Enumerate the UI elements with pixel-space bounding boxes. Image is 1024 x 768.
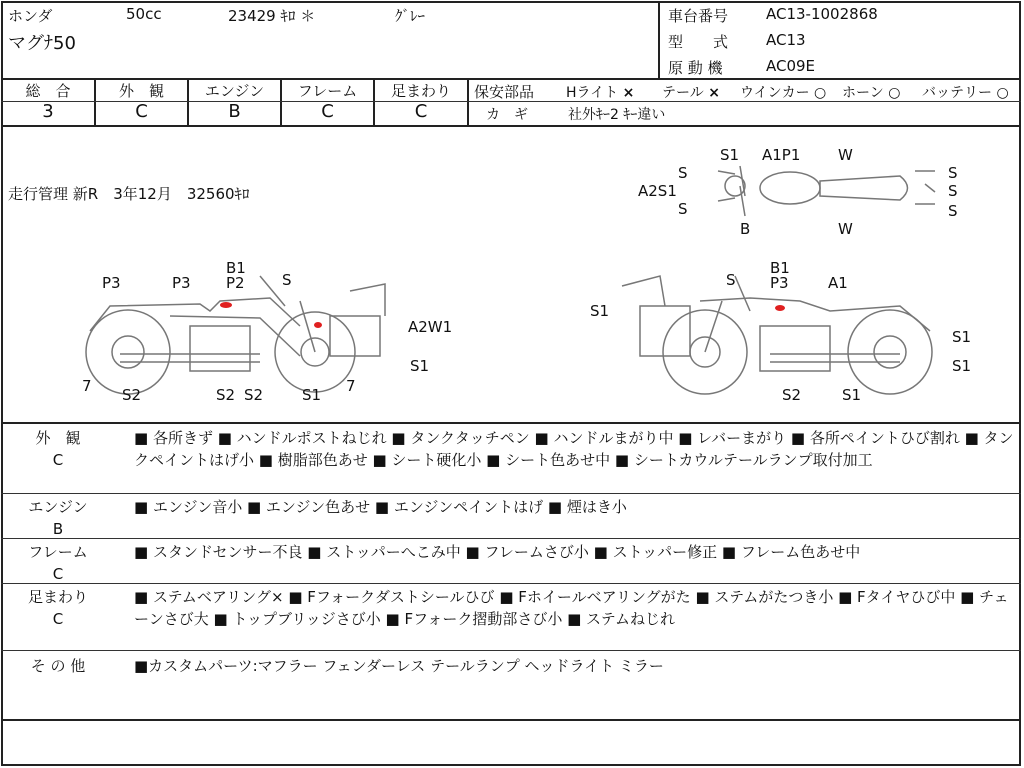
- diagram-label: A2S1: [638, 182, 677, 200]
- rule: [1, 422, 1021, 424]
- section-label: 外 観: [35, 429, 81, 447]
- diagram-label: S1: [952, 328, 972, 346]
- diagram-label: S1: [720, 146, 740, 164]
- headlight-ng-mark: ×: [622, 85, 635, 101]
- section-grade: C: [52, 565, 64, 583]
- safety-label: 保安部品: [474, 83, 535, 101]
- engine-grade-label: エンジン: [204, 82, 265, 100]
- battery-ok-mark: ○: [996, 85, 1009, 101]
- top-view-labels: [638, 146, 958, 238]
- key-label: カ ギ: [486, 107, 528, 123]
- diagram-label: S: [726, 271, 736, 289]
- frame-no: AC13-1002868: [766, 5, 878, 23]
- diagram-label: S: [948, 202, 958, 220]
- diagram-label: S: [948, 164, 958, 182]
- diagram-label: P3: [172, 274, 191, 292]
- winker-status: [740, 82, 826, 102]
- right-side-bike: [622, 276, 932, 394]
- left-side-bike: [86, 276, 385, 394]
- key-value: 社外ｷｰ2 ｷｰ違い: [568, 107, 666, 123]
- section-text: ■カスタムパーツ:マフラー フェンダーレス テールランプ ヘッドライト ミラー: [134, 657, 664, 675]
- frame-grade-label: フレーム: [297, 82, 358, 100]
- diagram-label: S: [282, 271, 292, 289]
- diagram-label: 7: [82, 377, 92, 395]
- displacement: 50cc: [126, 5, 162, 23]
- total-label: 総 合: [25, 82, 71, 100]
- section-label: エンジン: [28, 498, 88, 516]
- horn-ok-mark: ○: [888, 85, 901, 101]
- diagram-label: S: [678, 164, 688, 182]
- headlight-status: [566, 82, 634, 102]
- section-text: ■ ステムベアリング× ■ Fフォークダストシールひび ■ Fホイールベアリングがた ■ ステムがたつき小 ■ Fタイヤひび中 ■ チェーンさび大 ■ トップブリッジさび小 ■ Fフォーク摺動部さび小 ■ ステムねじれ: [134, 588, 1009, 628]
- diagram-label: B1: [226, 259, 246, 277]
- taillight-status: [662, 82, 720, 102]
- section-label: そ の 他: [30, 657, 86, 675]
- section-grade: C: [52, 610, 64, 628]
- winker-label: ウインカー: [740, 85, 810, 101]
- exterior-grade: C: [135, 101, 148, 122]
- section-grade: C: [52, 451, 64, 469]
- rule: [1, 493, 1021, 494]
- diagram-label: A1P1: [762, 146, 801, 164]
- rule: [1, 538, 1021, 539]
- diagram-label: W: [838, 146, 853, 164]
- diagram-label: B: [740, 220, 751, 238]
- mileage: 23429 ｷﾛ ＊: [228, 7, 316, 25]
- engine-label: 原 動 機: [668, 59, 723, 77]
- section-text: ■ スタンドセンサー不良 ■ ストッパーへこみ中 ■ フレームさび小 ■ ストッパー修正 ■ フレーム色あせ中: [134, 543, 861, 561]
- section-text: ■ 各所きず ■ ハンドルポストねじれ ■ タンクタッチペン ■ ハンドルまがり中 ■ レバーまがり ■ 各所ペイントひび割れ ■ タンクペイントはげ小 ■ 樹脂部色あせ ■ シート硬化小 ■ シート色あせ中 ■ シートカウルテールランプ取付加工: [134, 429, 1014, 469]
- top-view-bike: [718, 166, 935, 216]
- rule: [1, 719, 1021, 721]
- diagram-label: P2: [226, 274, 245, 292]
- diagram-label: S1: [842, 386, 862, 404]
- diagram-label: S1: [590, 302, 610, 320]
- total-grade: 3: [42, 101, 54, 122]
- battery-label: バッテリー: [922, 85, 992, 101]
- header-divider: [658, 1, 660, 78]
- section-label: フレーム: [28, 543, 88, 561]
- winker-ok-mark: ○: [814, 85, 827, 101]
- section-grade: B: [52, 520, 64, 538]
- engine-grade: B: [228, 101, 241, 122]
- right-view-labels: [590, 259, 971, 404]
- battery-status: [922, 82, 1009, 102]
- col-div: [467, 78, 469, 126]
- diagram-label: S2: [216, 386, 236, 404]
- rule: [1, 650, 1021, 651]
- diagram-label: S1: [410, 357, 430, 375]
- rule: [1, 583, 1021, 584]
- diagram-label: S: [678, 200, 688, 218]
- diagram-label: W: [838, 220, 853, 238]
- type-value: AC13: [766, 31, 806, 49]
- maker: ホンダ: [8, 7, 53, 25]
- horn-status: [842, 82, 900, 102]
- diagram-label: S2: [782, 386, 802, 404]
- mileage-management: 走行管理 新R 3年12月 32560ｷﾛ: [8, 185, 250, 203]
- diagram-label: 7: [346, 377, 356, 395]
- type-label: 型 式: [668, 33, 729, 51]
- damage-diagram: [0, 126, 1022, 422]
- section-label: 足まわり: [27, 588, 88, 606]
- frame-no-label: 車台番号: [668, 7, 729, 25]
- diagram-label: P3: [102, 274, 121, 292]
- suspension-grade: C: [414, 101, 428, 122]
- left-view-labels: [82, 259, 452, 404]
- suspension-grade-label: 足まわり: [390, 82, 451, 100]
- diagram-label: S1: [302, 386, 322, 404]
- diagram-label: S1: [952, 357, 972, 375]
- diagram-label: B1: [770, 259, 790, 277]
- taillight-ng-mark: ×: [708, 85, 720, 101]
- engine-no: AC09E: [766, 57, 816, 75]
- color: ｸﾞﾚｰ: [395, 7, 426, 25]
- frame-grade: C: [321, 101, 334, 122]
- diagram-label: A2W1: [408, 318, 453, 336]
- diagram-label: P3: [770, 274, 789, 292]
- headlight-label: Hライト: [566, 85, 619, 101]
- diagram-label: S2: [122, 386, 142, 404]
- exterior-label: 外 観: [118, 82, 164, 100]
- section-text: ■ エンジン音小 ■ エンジン色あせ ■ エンジンペイントはげ ■ 煙はき小: [134, 498, 627, 516]
- diagram-label: S: [948, 182, 958, 200]
- diagram-label: A1: [828, 274, 848, 292]
- horn-label: ホーン: [842, 85, 884, 101]
- taillight-label: テール: [662, 85, 704, 101]
- model-name: マグﾅ50: [8, 33, 76, 54]
- diagram-label: S2: [244, 386, 264, 404]
